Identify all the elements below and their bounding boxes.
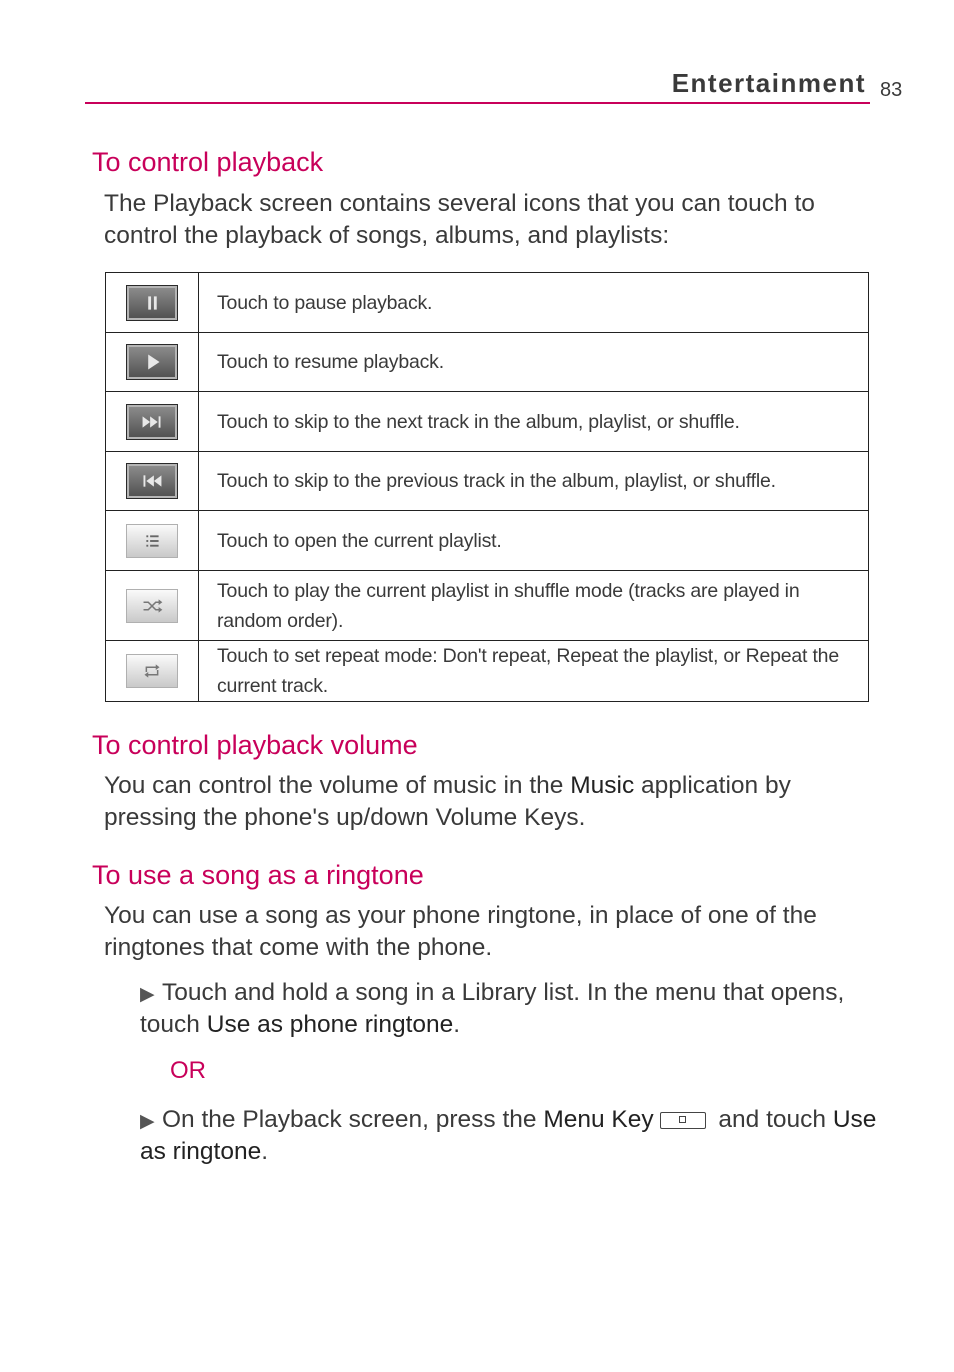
play-icon xyxy=(126,344,178,380)
playlist-icon xyxy=(126,524,178,558)
header-divider xyxy=(85,102,870,104)
table-cell-description: Touch to resume playback. xyxy=(199,333,869,392)
table-row xyxy=(106,641,869,702)
table-row xyxy=(106,571,869,641)
volume-body-text: You can control the volume of music in the Music application by pressing the phone's up/down Volume Keys. xyxy=(104,772,791,831)
table-row xyxy=(106,392,869,452)
table-cell-description: Touch to skip to the next track in the album, playlist, or shuffle. xyxy=(199,392,869,452)
shuffle-icon xyxy=(126,589,178,623)
table-row xyxy=(106,511,869,571)
music-app-term: Music xyxy=(570,772,635,799)
next-track-icon xyxy=(126,404,178,440)
heading-song-ringtone: To use a song as a ringtone xyxy=(92,860,424,890)
table-cell-description: Touch to skip to the previous track in the album, playlist, or shuffle. xyxy=(199,452,869,511)
table-row xyxy=(106,273,869,333)
previous-track-icon xyxy=(126,463,178,499)
repeat-icon xyxy=(126,654,178,688)
or-separator: OR xyxy=(170,1057,206,1084)
playback-icons-table xyxy=(105,272,869,702)
table-cell-description: Touch to set repeat mode: Don't repeat, Repeat the playlist, or Repeat the current track. xyxy=(199,641,869,702)
section-title: Entertainment xyxy=(671,68,866,98)
ringtone-body-text: You can use a song as your phone ringtone, in place of one of the ringtones that come with the phone. xyxy=(104,902,817,961)
table-cell-description: Touch to open the current playlist. xyxy=(199,511,869,571)
bullet-arrow-icon: ▶ xyxy=(140,1111,155,1132)
page-number: 83 xyxy=(880,79,903,101)
table-row xyxy=(106,333,869,392)
use-as-ringtone-term: Use as ringtone xyxy=(140,1106,877,1165)
table-cell-description: Touch to play the current playlist in shuffle mode (tracks are played in random order). xyxy=(199,571,869,641)
table-cell-description: Touch to pause playback. xyxy=(199,273,869,333)
pause-icon xyxy=(126,285,178,321)
table-row xyxy=(106,452,869,511)
heading-playback-volume: To control playback volume xyxy=(92,730,418,760)
use-as-phone-ringtone-term: Use as phone ringtone xyxy=(206,1011,454,1038)
playback-intro-text: The Playback screen contains several icons that you can touch to control the playback of songs, albums, and playlists: xyxy=(104,190,815,249)
menu-key-term: Menu Key xyxy=(543,1106,654,1133)
heading-control-playback: To control playback xyxy=(92,147,324,177)
menu-key-icon xyxy=(660,1112,706,1129)
bullet-arrow-icon: ▶ xyxy=(140,984,155,1005)
list-item: ▶ On the Playback screen, press the Menu Key and touch Use as ringtone. xyxy=(140,1106,877,1165)
list-item: ▶ Touch and hold a song in a Library list. In the menu that opens, touch Use as phone ringtone. xyxy=(140,979,845,1038)
